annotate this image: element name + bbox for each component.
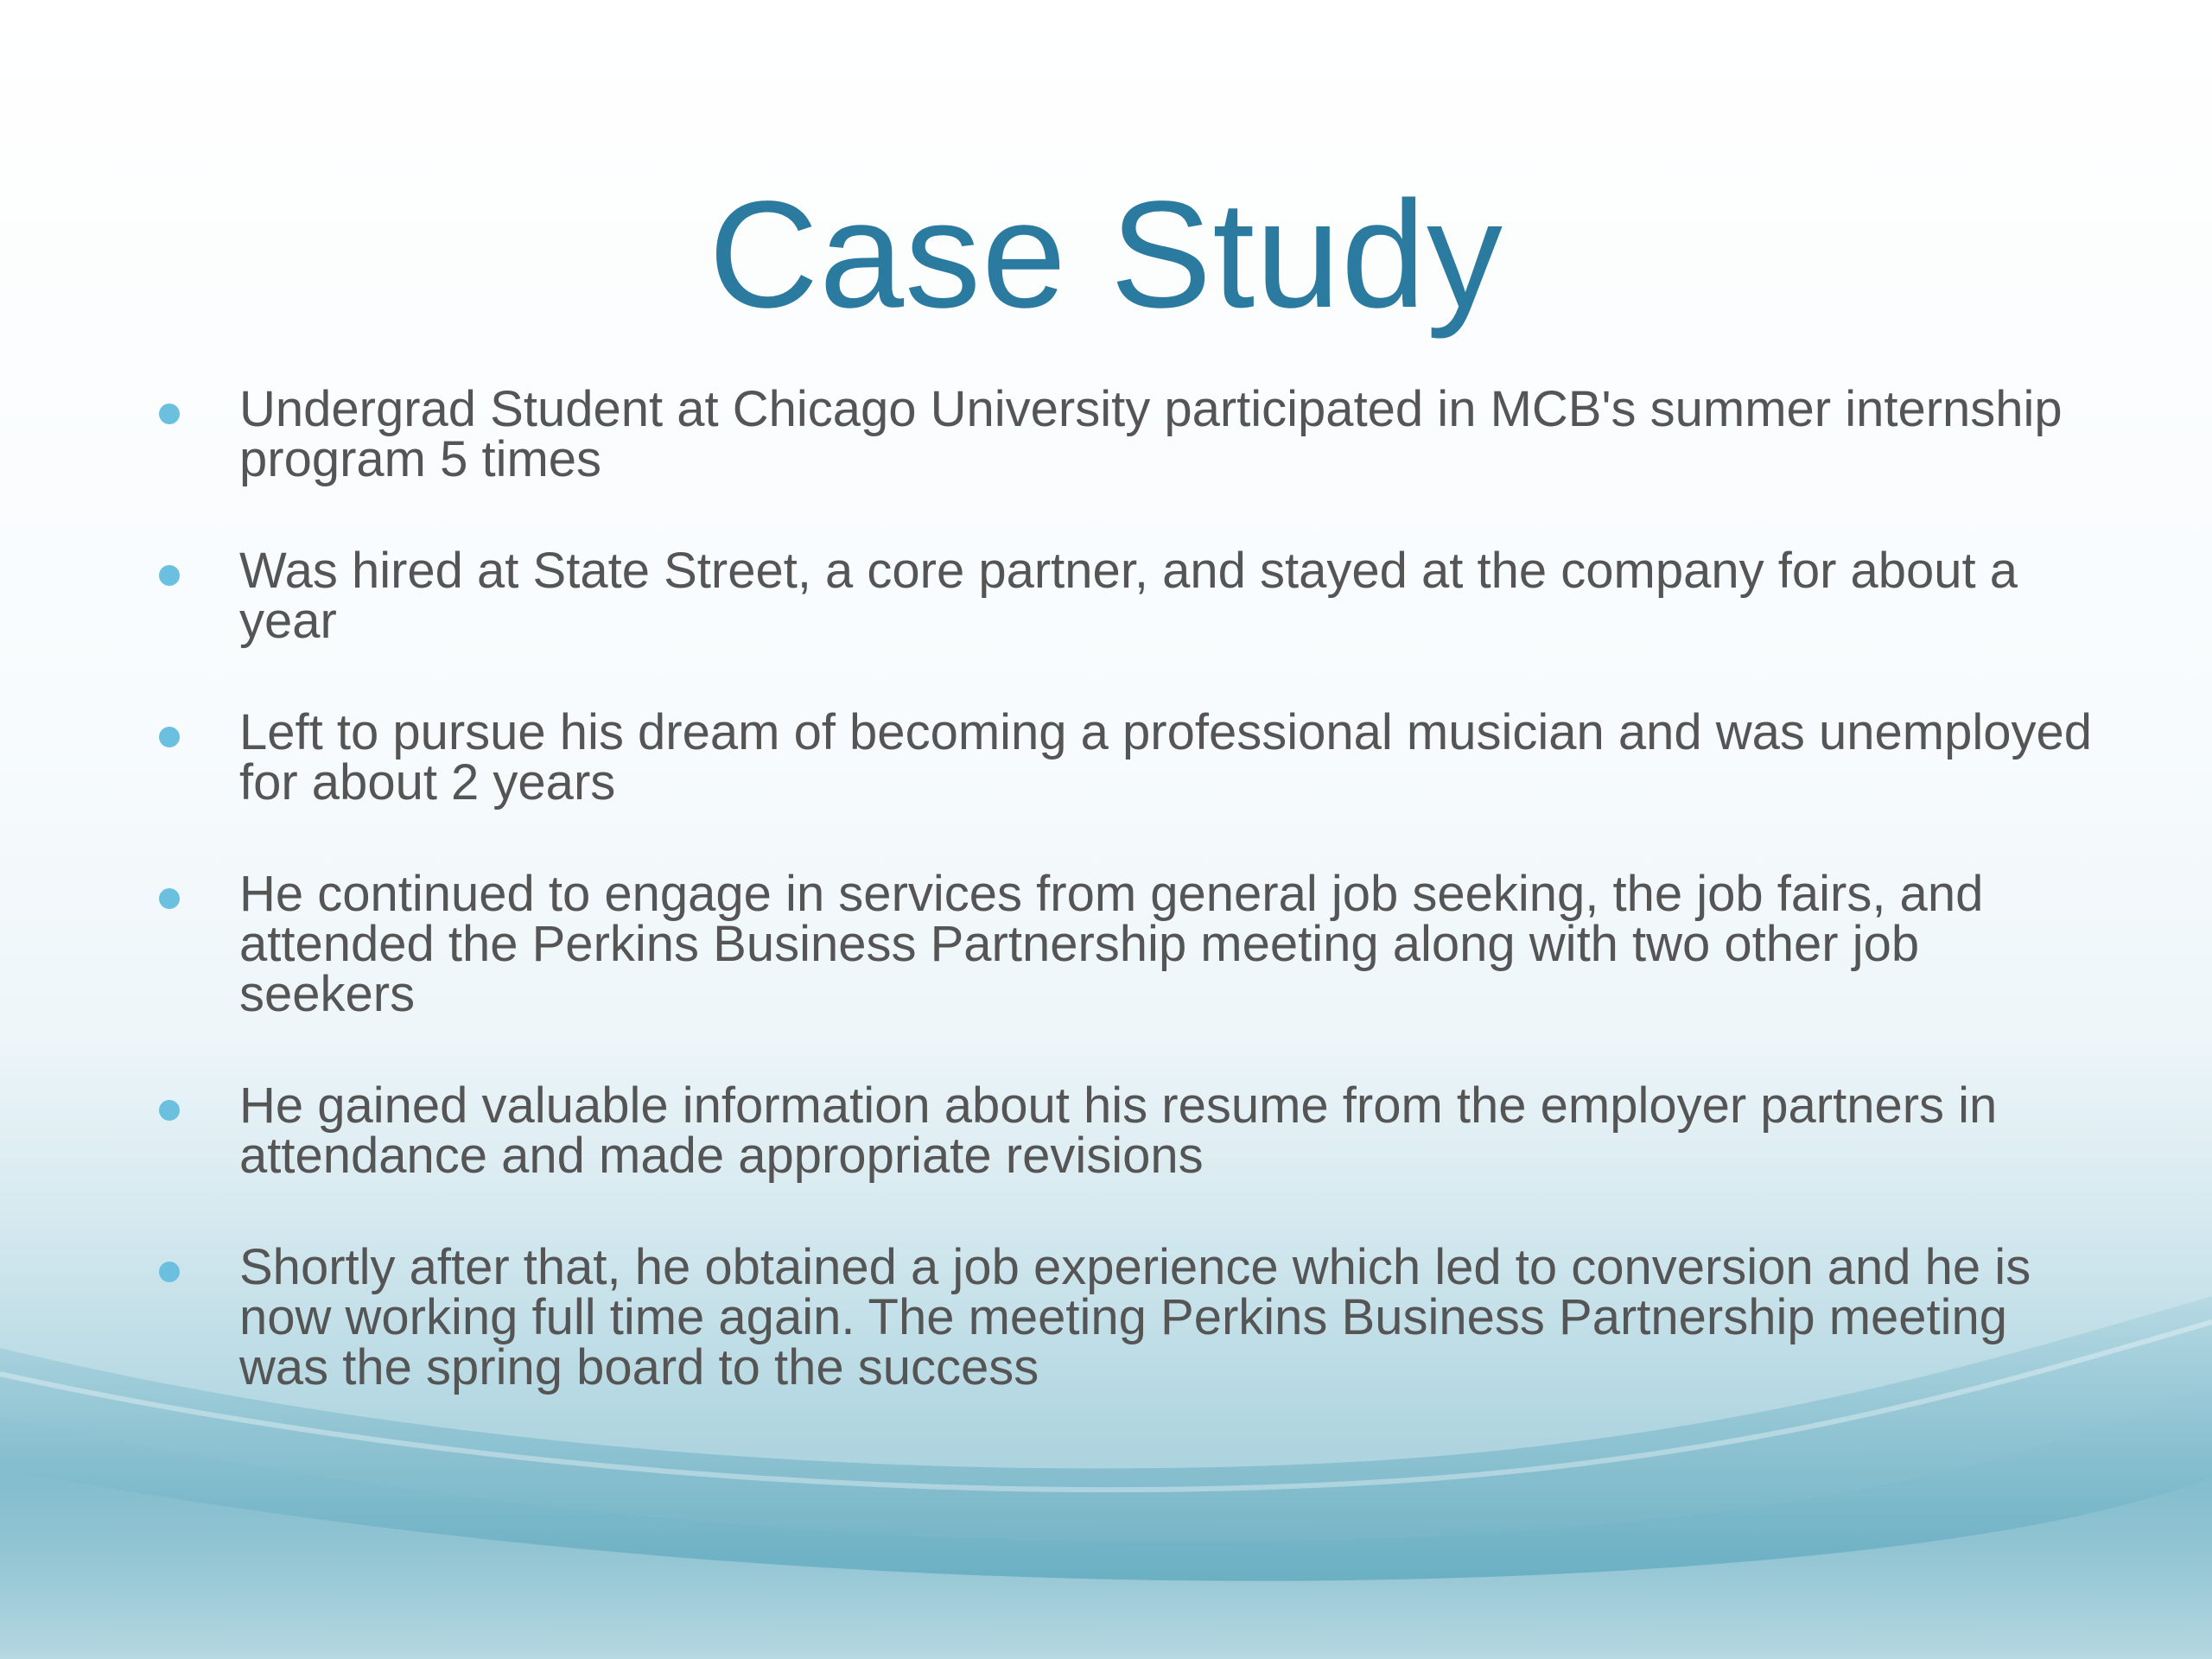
bullet-text: He continued to engage in services from general job seeking, the job fairs, and attended the Perkins Business Partnership meeting along with two other job seekers — [239, 866, 1984, 1022]
bullet-item — [156, 704, 2100, 810]
bullet-dot-icon — [159, 888, 180, 909]
bullet-dot-icon — [159, 727, 180, 747]
bullet-text: Shortly after that, he obtained a job experience which led to conversion and he is now working full time again. The meeting Perkins Business Partnership meeting was the spring board to the success — [239, 1239, 2031, 1395]
bullet-text: Was hired at State Street, a core partner, and stayed at the company for about a year — [239, 543, 2018, 649]
bullet-dot-icon — [159, 404, 180, 424]
bullet-dot-icon — [159, 565, 180, 586]
bullet-item — [156, 1077, 2100, 1184]
bullet-text: He gained valuable information about his resume from the employer partners in attendance and made appropriate revisions — [239, 1077, 1998, 1184]
bullet-item — [156, 543, 2100, 649]
bullet-item — [156, 381, 2100, 487]
slide-title: Case Study — [709, 170, 1503, 340]
bullet-text: Undergrad Student at Chicago University participated in MCB's summer internship program 5 times — [239, 381, 2063, 487]
bullet-item — [156, 866, 2100, 1022]
bullet-list — [156, 381, 2100, 1395]
bullet-item — [156, 1239, 2100, 1395]
bullet-text: Left to pursue his dream of becoming a professional musician and was unemployed for about 2 years — [239, 704, 2092, 810]
bullet-dot-icon — [159, 1100, 180, 1121]
bullet-dot-icon — [159, 1262, 180, 1282]
